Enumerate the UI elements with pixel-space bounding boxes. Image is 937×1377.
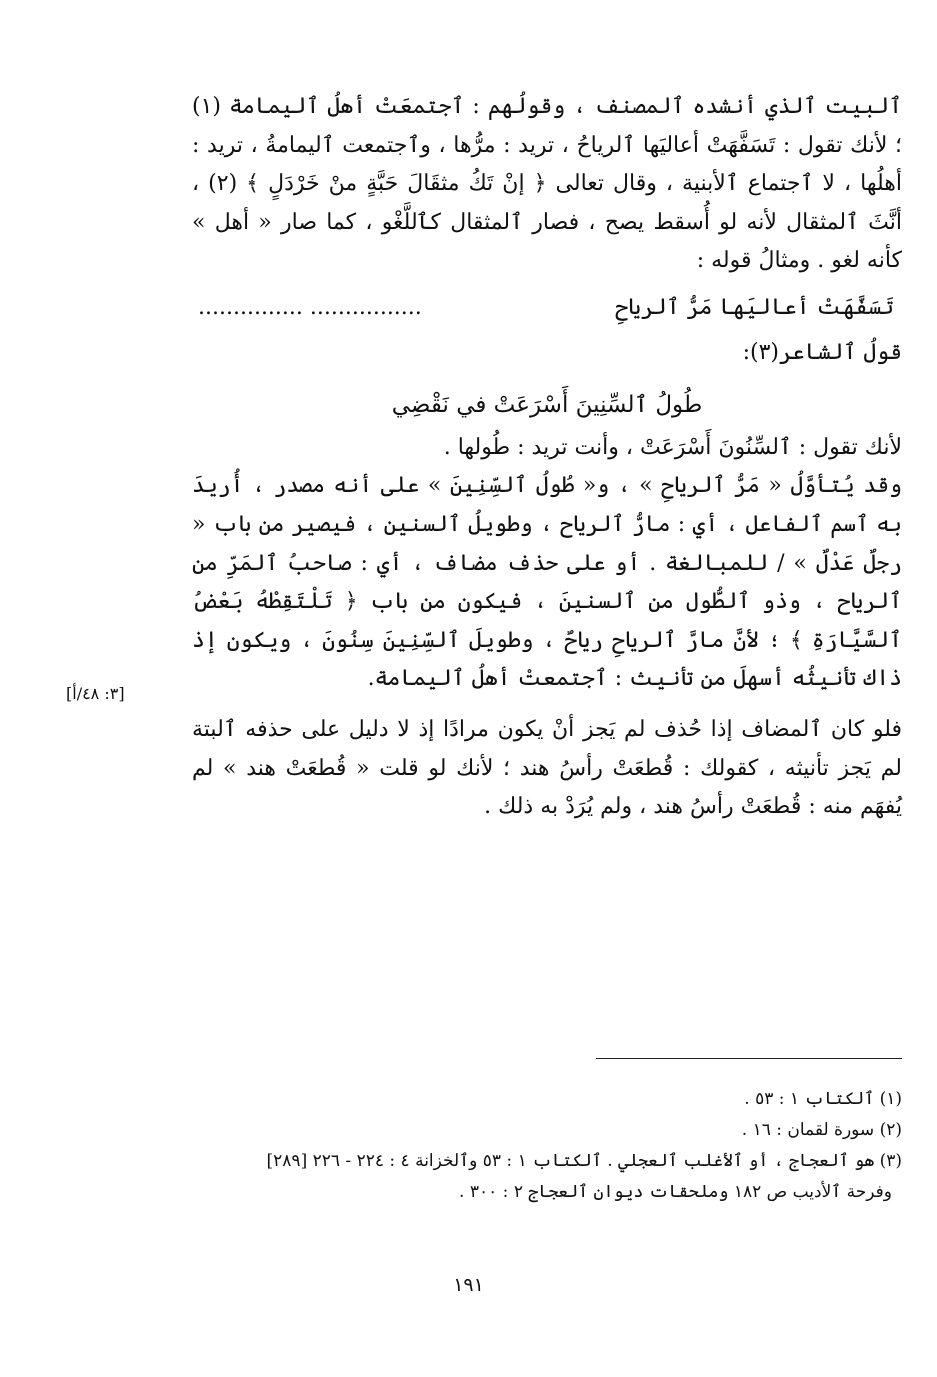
footnote-3-continuation: وفرحة ٱلأديب ص ١٨٢ وملحقات ديوان ٱلعجاج ٢ : ٣٠٠ .	[459, 1182, 892, 1202]
explanation-line: لأنك تقول : ٱلسِّنُونَ أَسْرَعَتْ ، وأنت تريد : طُولها .	[443, 434, 902, 460]
paragraph-3: فلو كان ٱلمضاف إذا حُذف لم يَجز أنْ يكون مرادًا إذ لا دليل على حذفه ٱلبتة لم يَجز تأنيثه ، كقولك : قُطعَتْ رأسُ هند ؛ لأنك لو قلت « قُطعَتْ هند » لم يُفهَم منه : قُطعَتْ رأسُ هند ، ولم يُرَدْ به ذلك .	[192, 716, 902, 820]
footnote-1: (١) ٱلكتاب ١ : ٥٣ .	[744, 1089, 902, 1109]
footnote-3: (٣) هو ٱلعجاج ، أو ٱلأغلب ٱلعجلي . ٱلكتاب ١ : ٥٣ وٱلخزانة ٤ : ٢٢٤ - ٢٢٦ [٢٨٩]	[266, 1151, 902, 1171]
paragraph-1: ٱلبيت ٱلذي أنشده ٱلمصنف ، وقولُهم : ٱجتمعَتْ أهلُ ٱليمامة (١) ؛ لأنك تقول : تَسَفَّهَتْ أعاليَها ٱلرياحُ ، تريد : مرُّها ، وٱجتمعت ٱليمامةُ ، تريد : أهلُها ، لا ٱجتماع ٱلأبنية ، وقال تعالى ﴿ إنْ تَكُ مثقَالَ حَبَّةٍ منْ خَرْدَلٍ ﴾ (٢) ، أنَّثَ ٱلمثقال لأنه لو أُسقط يصح ، فصار ٱلمثقال كٱللَّغْو ، كما صار « أهل » كأنه لغو . ومثالُ قوله :	[192, 94, 903, 274]
footnote-2: (٢) سورة لقمان : ١٦ .	[741, 1120, 902, 1140]
verse-line: طُولُ ٱلسِّنِينَ أَسْرَعَتْ في نَقْضِي	[391, 392, 703, 419]
main-text	[192, 88, 902, 827]
poem-hemistich-left: ................ ...............	[198, 294, 422, 320]
poem-line	[192, 289, 902, 328]
paragraph-2: وقد يُتأوَّلُ « مَرُّ ٱلرياحِ » ، و« طُولُ ٱلسِّنِينَ » على أنه مصدر ، أُريدَ به ٱسم ٱلفاعل ، أي : مارُّ ٱلرياح ، وطويلُ ٱلسنين ، فيصير من باب « رجلٌ عَدْلٌ » / للمبالغة . أو على حذف مضاف ، أي : صاحبُ ٱلمَرِّ من ٱلرياح ، وذو ٱلطُّول من ٱلسنينَ ، فيكون من باب ﴿ تَلْتَقِطْهُ بَعْضُ ٱلسَّيَّارَةِ ﴾ ؛ لأنَّ مارَّ ٱلرياحِ رياحٌ ، وطويلَ ٱلسِّنِينَ سِنُونَ ، ويكون إذ ذاك تأنيثُه أسهلَ من تأنيث : ٱجتمعتْ أهلُ ٱليمامة.	[192, 473, 902, 692]
paragraph-gap	[192, 699, 902, 711]
poet-citation-line: قولُ ٱلشاعر(٣):	[742, 339, 902, 365]
margin-manuscript-reference: [٣: ٤٨/أ]	[66, 684, 125, 703]
footnotes	[192, 1084, 902, 1208]
footnote-divider	[596, 1058, 902, 1059]
page-number: ١٩١	[453, 1274, 484, 1296]
poem-hemistich-right: تَسَفَّهَتْ أعاليَها مَرُّ ٱلرياحِ	[615, 294, 894, 320]
